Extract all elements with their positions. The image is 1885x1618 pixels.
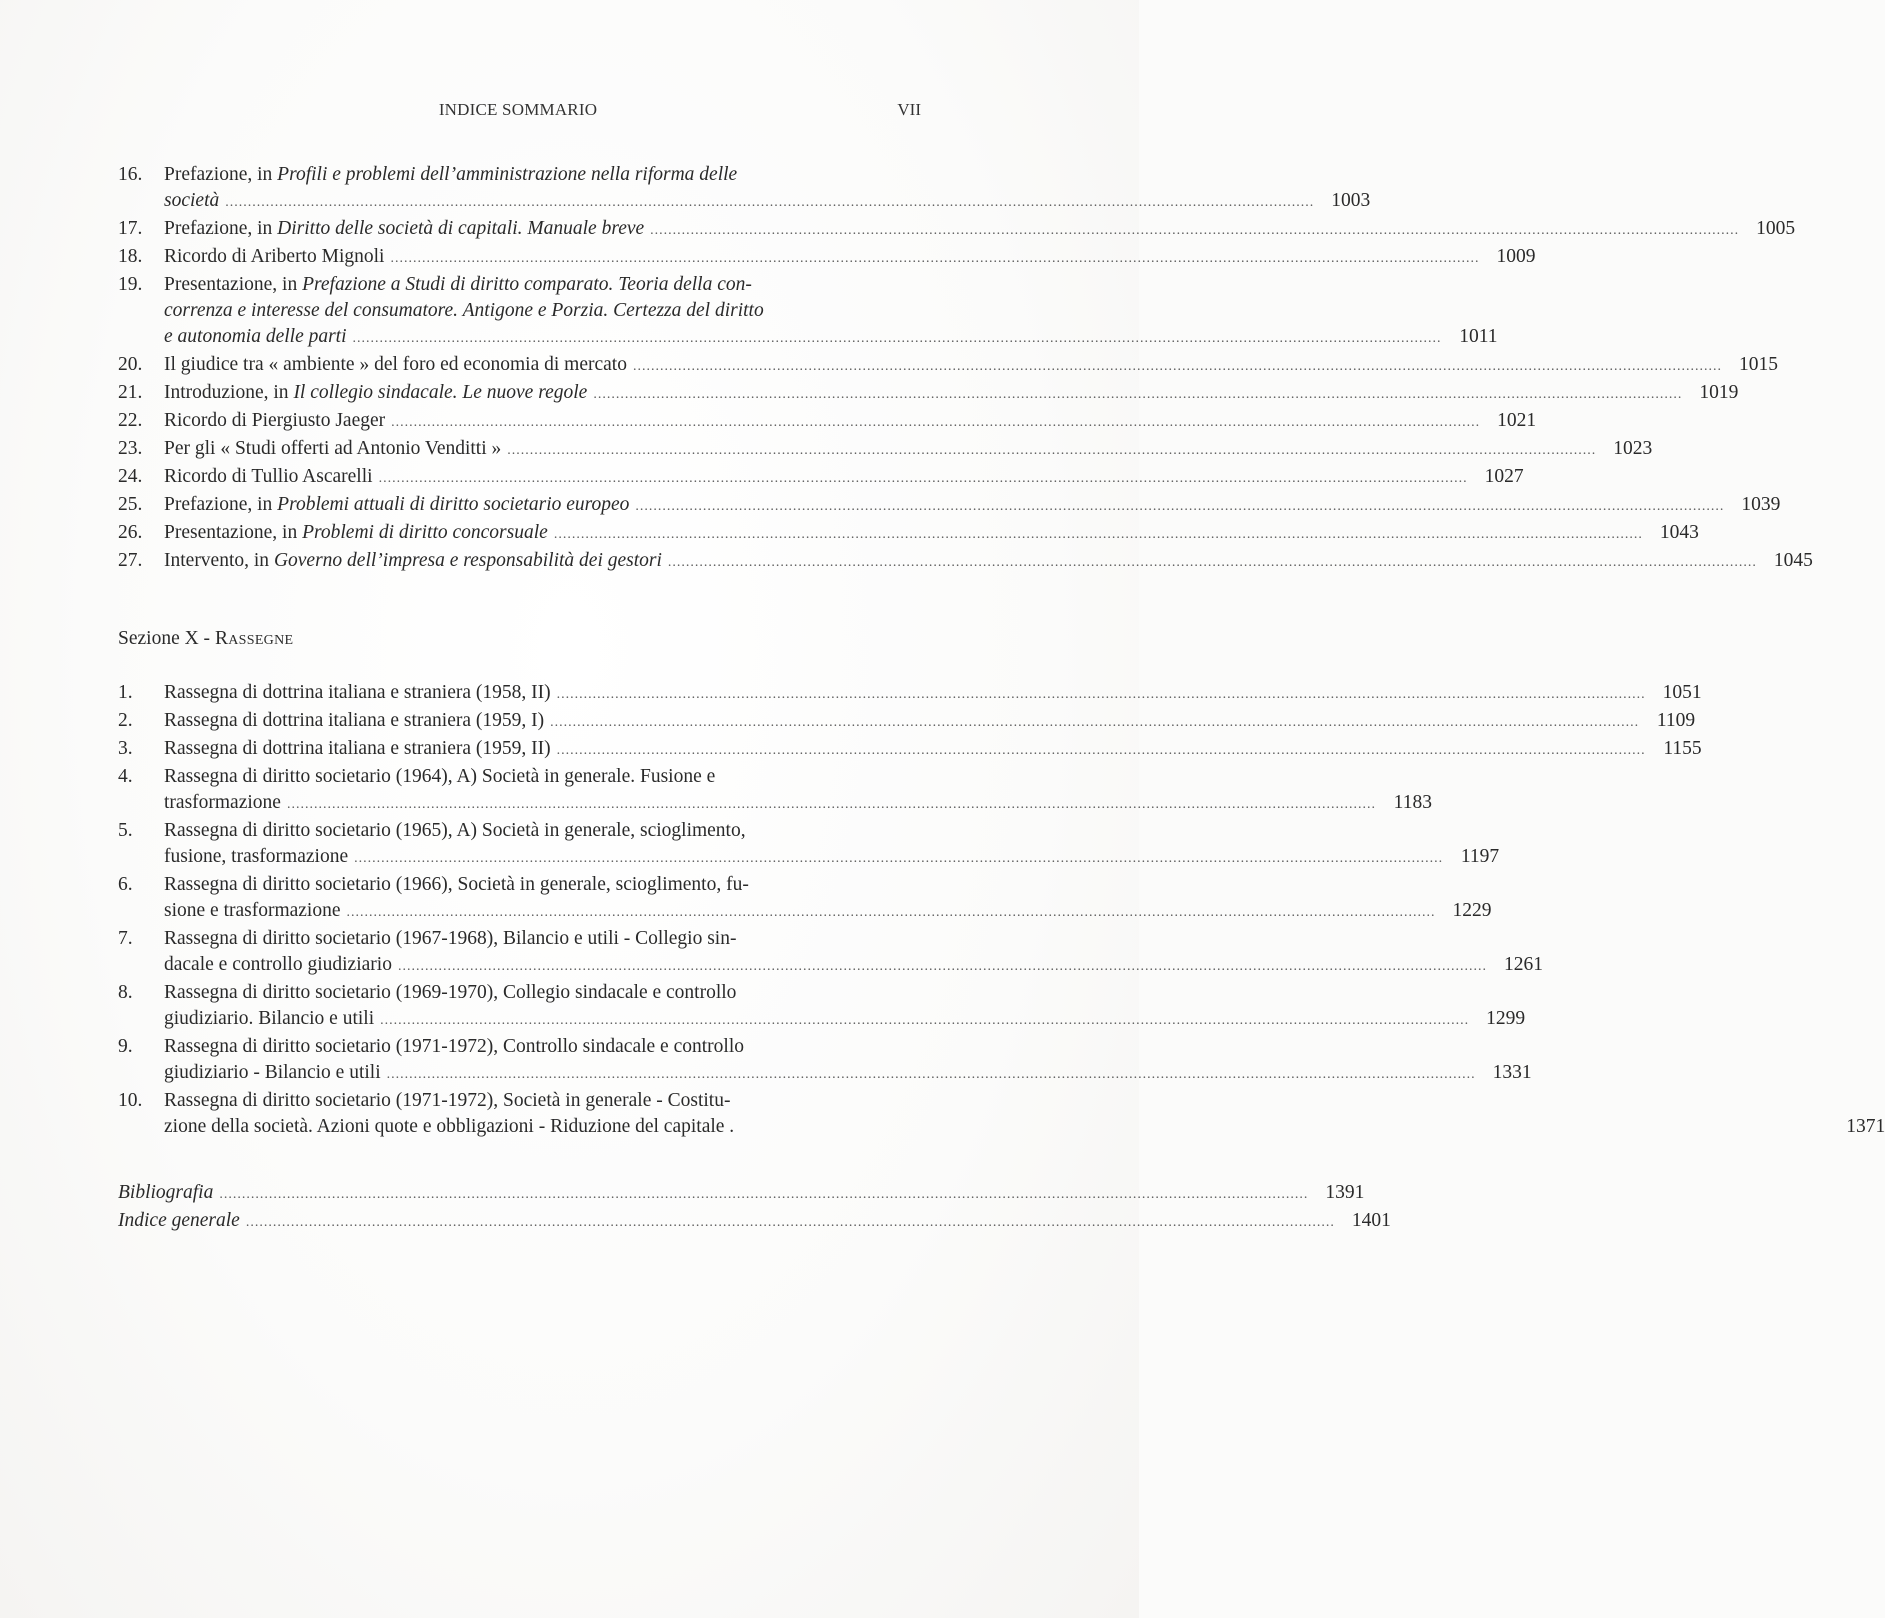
- italic-title: e autonomia delle parti: [164, 326, 347, 347]
- page-number: 1391: [1325, 1182, 1365, 1203]
- italic-title: Problemi attuali di diritto societario europeo: [277, 494, 630, 515]
- entry-line: Rassegna di diritto societario (1966), Società in generale, scioglimento, fu-: [164, 874, 749, 895]
- entry-number: 21.: [118, 382, 143, 403]
- entry-number: 22.: [118, 410, 143, 431]
- entry-line: [164, 380, 1738, 408]
- toc-entry[interactable]: [118, 818, 1500, 872]
- page-number: 1003: [1331, 190, 1371, 211]
- toc-entry[interactable]: [118, 1180, 1365, 1208]
- entry-number: 7.: [118, 928, 133, 949]
- entry-line-text: [164, 188, 219, 214]
- entry-line: [118, 1180, 1364, 1208]
- page-number: 1021: [1497, 410, 1537, 431]
- entry-line: [164, 708, 1695, 736]
- entry-number: 5.: [118, 820, 133, 841]
- toc-entry[interactable]: [118, 548, 1813, 576]
- toc-entry[interactable]: [118, 1088, 1885, 1142]
- entry-title: [164, 492, 1780, 520]
- entry-line: Prefazione, in Profili e problemi dell’amministrazione nella riforma delle: [164, 164, 738, 185]
- entry-line-text: Prefazione, in Diritto delle società di capitali. Manuale breve: [164, 218, 645, 239]
- entry-line: Rassegna di diritto societario (1971-1972), Controllo sindacale e controllo: [164, 1036, 744, 1057]
- entry-line-text: Presentazione, in Problemi di diritto concorsuale: [164, 522, 548, 543]
- entry-title: [164, 464, 1524, 492]
- dot-leader: [391, 410, 1480, 436]
- entry-line: [164, 790, 1432, 818]
- italic-title: Indice generale: [118, 1210, 240, 1231]
- toc-entry[interactable]: [118, 926, 1543, 980]
- italic-title: Il collegio sindacale. Le nuove regole: [293, 382, 588, 403]
- entry-line: [164, 216, 1795, 244]
- entry-line: [164, 1006, 1525, 1034]
- page-number: 1023: [1613, 438, 1653, 459]
- dot-leader: [387, 1062, 1476, 1088]
- toc-back-matter: [118, 1180, 1391, 1236]
- toc-entry[interactable]: [118, 708, 1696, 736]
- page-number: 1261: [1503, 954, 1543, 975]
- dot-leader: [380, 1008, 1469, 1034]
- page-number: 1183: [1393, 792, 1432, 813]
- entry-number: 3.: [118, 738, 133, 759]
- toc-entry[interactable]: [118, 980, 1526, 1034]
- entry-number: 25.: [118, 494, 143, 515]
- toc-entry[interactable]: [118, 736, 1702, 764]
- entry-line: [164, 298, 1498, 324]
- dot-leader: [550, 710, 1639, 736]
- entry-line-text: Ricordo di Ariberto Mignoli: [164, 246, 385, 267]
- page-number: 1005: [1756, 218, 1796, 239]
- toc-entry[interactable]: [118, 352, 1778, 380]
- dot-leader: [650, 218, 1739, 244]
- entry-title: [118, 1208, 1391, 1236]
- entry-line: [164, 680, 1702, 708]
- page-number: 1011: [1459, 326, 1498, 347]
- entry-title: [164, 818, 1499, 872]
- entry-title: [164, 1034, 1532, 1088]
- page-number: 1299: [1486, 1008, 1526, 1029]
- entry-number: 6.: [118, 874, 133, 895]
- entry-title: [164, 1088, 1885, 1142]
- entry-title: [164, 926, 1543, 980]
- entry-number: 1.: [118, 682, 133, 703]
- entry-line-text: Introduzione, in Il collegio sindacale. Le nuove regole: [164, 382, 588, 403]
- italic-title: correnza e interesse del consumatore. Antigone e Porzia. Certezza del diritto: [164, 300, 764, 321]
- entry-line: [164, 352, 1778, 380]
- page-number: 1009: [1496, 246, 1536, 267]
- toc-entry[interactable]: [118, 436, 1653, 464]
- entry-number: 18.: [118, 246, 143, 267]
- entry-title: [164, 680, 1702, 708]
- entry-line: [164, 736, 1702, 764]
- italic-title: Bibliografia: [118, 1182, 214, 1203]
- dot-leader: [398, 954, 1487, 980]
- italic-title: società: [164, 190, 220, 211]
- toc-entry[interactable]: [118, 162, 1371, 216]
- entry-number: 23.: [118, 438, 143, 459]
- entry-number: 4.: [118, 766, 133, 787]
- toc-part-ix-continued: [118, 162, 1813, 576]
- entry-line-text: [118, 1180, 213, 1206]
- entry-number: 16.: [118, 164, 143, 185]
- page-number: 1109: [1656, 710, 1696, 731]
- entry-line-text: giudiziario - Bilancio e utili: [164, 1062, 381, 1083]
- section-heading: [118, 626, 914, 652]
- entry-title: [164, 244, 1535, 272]
- entry-number: 17.: [118, 218, 143, 239]
- entry-line: Rassegna di diritto societario (1965), A) Società in generale, scioglimento,: [164, 820, 746, 841]
- page-number: 1051: [1662, 682, 1702, 703]
- toc-section-x: [118, 680, 1885, 1142]
- entry-line: Rassegna di diritto societario (1969-1970), Collegio sindacale e controllo: [164, 982, 737, 1003]
- page-number: 1331: [1492, 1062, 1532, 1083]
- entry-line: [164, 188, 1370, 216]
- entry-line-text: Per gli « Studi offerti ad Antonio Venditti »: [164, 438, 502, 459]
- page-number: 1197: [1460, 846, 1500, 867]
- toc-entry[interactable]: [118, 408, 1537, 436]
- entry-line: Rassegna di diritto societario (1967-1968), Bilancio e utili - Collegio sin-: [164, 928, 737, 949]
- entry-title: [164, 436, 1652, 464]
- entry-title: [164, 708, 1695, 736]
- page-number: 1371: [1846, 1116, 1885, 1137]
- toc-entry[interactable]: [118, 872, 1492, 926]
- entry-title: [164, 980, 1525, 1034]
- italic-title: Governo dell’impresa e responsabilità dei gestori: [273, 550, 662, 571]
- entry-line-text: [118, 1208, 240, 1234]
- entry-number: 26.: [118, 522, 143, 543]
- entry-title: [164, 736, 1702, 764]
- entry-title: [164, 352, 1778, 380]
- entry-title: [164, 520, 1699, 548]
- dot-leader: [353, 326, 1442, 352]
- entry-line: Rassegna di diritto societario (1964), A) Società in generale. Fusione e: [164, 766, 716, 787]
- page-number: 1229: [1452, 900, 1492, 921]
- entry-line: [164, 436, 1652, 464]
- entry-line: [164, 952, 1543, 980]
- dot-leader: [593, 382, 1682, 408]
- page-number: 1039: [1741, 494, 1781, 515]
- dot-leader: [557, 682, 1646, 708]
- entry-line: [164, 844, 1499, 872]
- dot-leader: [219, 1182, 1308, 1208]
- entry-number: 10.: [118, 1090, 143, 1111]
- entry-title: [164, 408, 1536, 436]
- dot-leader: [246, 1210, 1335, 1236]
- dot-leader: [347, 900, 1436, 926]
- dot-leader: [633, 354, 1722, 380]
- entry-number: 24.: [118, 466, 143, 487]
- italic-title: Diritto delle società di capitali. Manuale breve: [277, 218, 645, 239]
- dot-leader: [635, 494, 1724, 520]
- entry-line: [164, 324, 1498, 352]
- entry-line-text: trasformazione: [164, 792, 281, 813]
- section-title: Rassegne: [214, 628, 294, 649]
- dot-leader: [225, 190, 1314, 216]
- entry-number: 2.: [118, 710, 133, 731]
- entry-line: [164, 520, 1699, 548]
- entry-line: [164, 548, 1813, 576]
- entry-line-text: Rassegna di dottrina italiana e straniera (1959, II): [164, 738, 551, 759]
- entry-line-text: fusione, trasformazione: [164, 846, 349, 867]
- running-head: [118, 100, 921, 126]
- entry-line-text: [164, 324, 347, 350]
- entry-line: Rassegna di diritto societario (1971-1972), Società in generale - Costitu-: [164, 1090, 731, 1111]
- toc-entry[interactable]: [118, 464, 1524, 492]
- entry-line: [118, 1208, 1391, 1236]
- running-title: INDICE SOMMARIO: [438, 100, 598, 119]
- page-number: 1015: [1738, 354, 1778, 375]
- entry-title: [164, 764, 1432, 818]
- toc-entry[interactable]: [118, 492, 1781, 520]
- entry-line: [164, 408, 1536, 436]
- entry-number: 9.: [118, 1036, 133, 1057]
- toc-entry[interactable]: [118, 680, 1702, 708]
- dot-leader: [354, 846, 1443, 872]
- page-number: 1043: [1659, 522, 1699, 543]
- page-folio: VII: [897, 100, 921, 119]
- entry-line-text: Rassegna di dottrina italiana e straniera (1959, I): [164, 710, 545, 731]
- toc-entry[interactable]: [118, 380, 1739, 408]
- entry-title: [164, 380, 1738, 408]
- toc-entry[interactable]: [118, 216, 1796, 244]
- entry-number: 20.: [118, 354, 143, 375]
- entry-number: 19.: [118, 274, 143, 295]
- page-number: 1401: [1351, 1210, 1391, 1231]
- toc-entry[interactable]: [118, 244, 1536, 272]
- entry-title: [118, 1180, 1364, 1208]
- section-label: Sezione X -: [118, 628, 215, 649]
- entry-number: 8.: [118, 982, 133, 1003]
- entry-line-text: dacale e controllo giudiziario: [164, 954, 392, 975]
- dot-leader: [287, 792, 1376, 818]
- entry-line-text: sione e trasformazione: [164, 900, 341, 921]
- entry-line-text: Ricordo di Tullio Ascarelli: [164, 466, 373, 487]
- entry-line-text: Ricordo di Piergiusto Jaeger: [164, 410, 386, 431]
- toc-entry[interactable]: [118, 520, 1699, 548]
- italic-title: Problemi di diritto concorsuale: [302, 522, 548, 543]
- dot-leader: [390, 246, 1479, 272]
- toc-entry[interactable]: [118, 272, 1498, 352]
- page-number: 1027: [1484, 466, 1524, 487]
- entry-title: [164, 272, 1498, 352]
- entry-line-text: Rassegna di dottrina italiana e straniera (1958, II): [164, 682, 551, 703]
- dot-leader: [379, 466, 1468, 492]
- entry-line: [164, 898, 1492, 926]
- entry-title: [164, 162, 1370, 216]
- entry-line: [164, 492, 1780, 520]
- page-number: 1155: [1663, 738, 1702, 759]
- entry-line: [164, 464, 1524, 492]
- italic-title: Profili e problemi dell’amministrazione nella riforma delle: [277, 164, 738, 185]
- entry-number: 27.: [118, 550, 143, 571]
- entry-line-text: Intervento, in Governo dell’impresa e responsabilità dei gestori: [164, 550, 662, 571]
- entry-line-text: Il giudice tra « ambiente » del foro ed economia di mercato: [164, 354, 627, 375]
- entry-line: [164, 244, 1535, 272]
- entry-line: [164, 1114, 1885, 1142]
- entry-line: Presentazione, in Prefazione a Studi di diritto comparato. Teoria della con-: [164, 274, 752, 295]
- entry-title: [164, 872, 1492, 926]
- toc-entry[interactable]: [118, 764, 1432, 818]
- page-number: 1019: [1699, 382, 1739, 403]
- entry-line-text: Prefazione, in Problemi attuali di diritto societario europeo: [164, 494, 630, 515]
- italic-title: Prefazione a Studi di diritto comparato. Teoria della con-: [302, 274, 752, 295]
- entry-title: [164, 216, 1795, 244]
- table-of-contents: [118, 162, 1885, 1236]
- dot-leader: [554, 522, 1643, 548]
- dot-leader: [557, 738, 1646, 764]
- page-number: 1045: [1773, 550, 1813, 571]
- entry-line-text: zione della società. Azioni quote e obbligazioni - Riduzione del capitale .: [164, 1116, 735, 1137]
- entry-line-text: giudiziario. Bilancio e utili: [164, 1008, 375, 1029]
- toc-entry[interactable]: [118, 1208, 1391, 1236]
- entry-title: [164, 548, 1813, 576]
- dot-leader: [507, 438, 1596, 464]
- dot-leader: [668, 550, 1757, 576]
- entry-line: [164, 1060, 1532, 1088]
- toc-entry[interactable]: [118, 1034, 1532, 1088]
